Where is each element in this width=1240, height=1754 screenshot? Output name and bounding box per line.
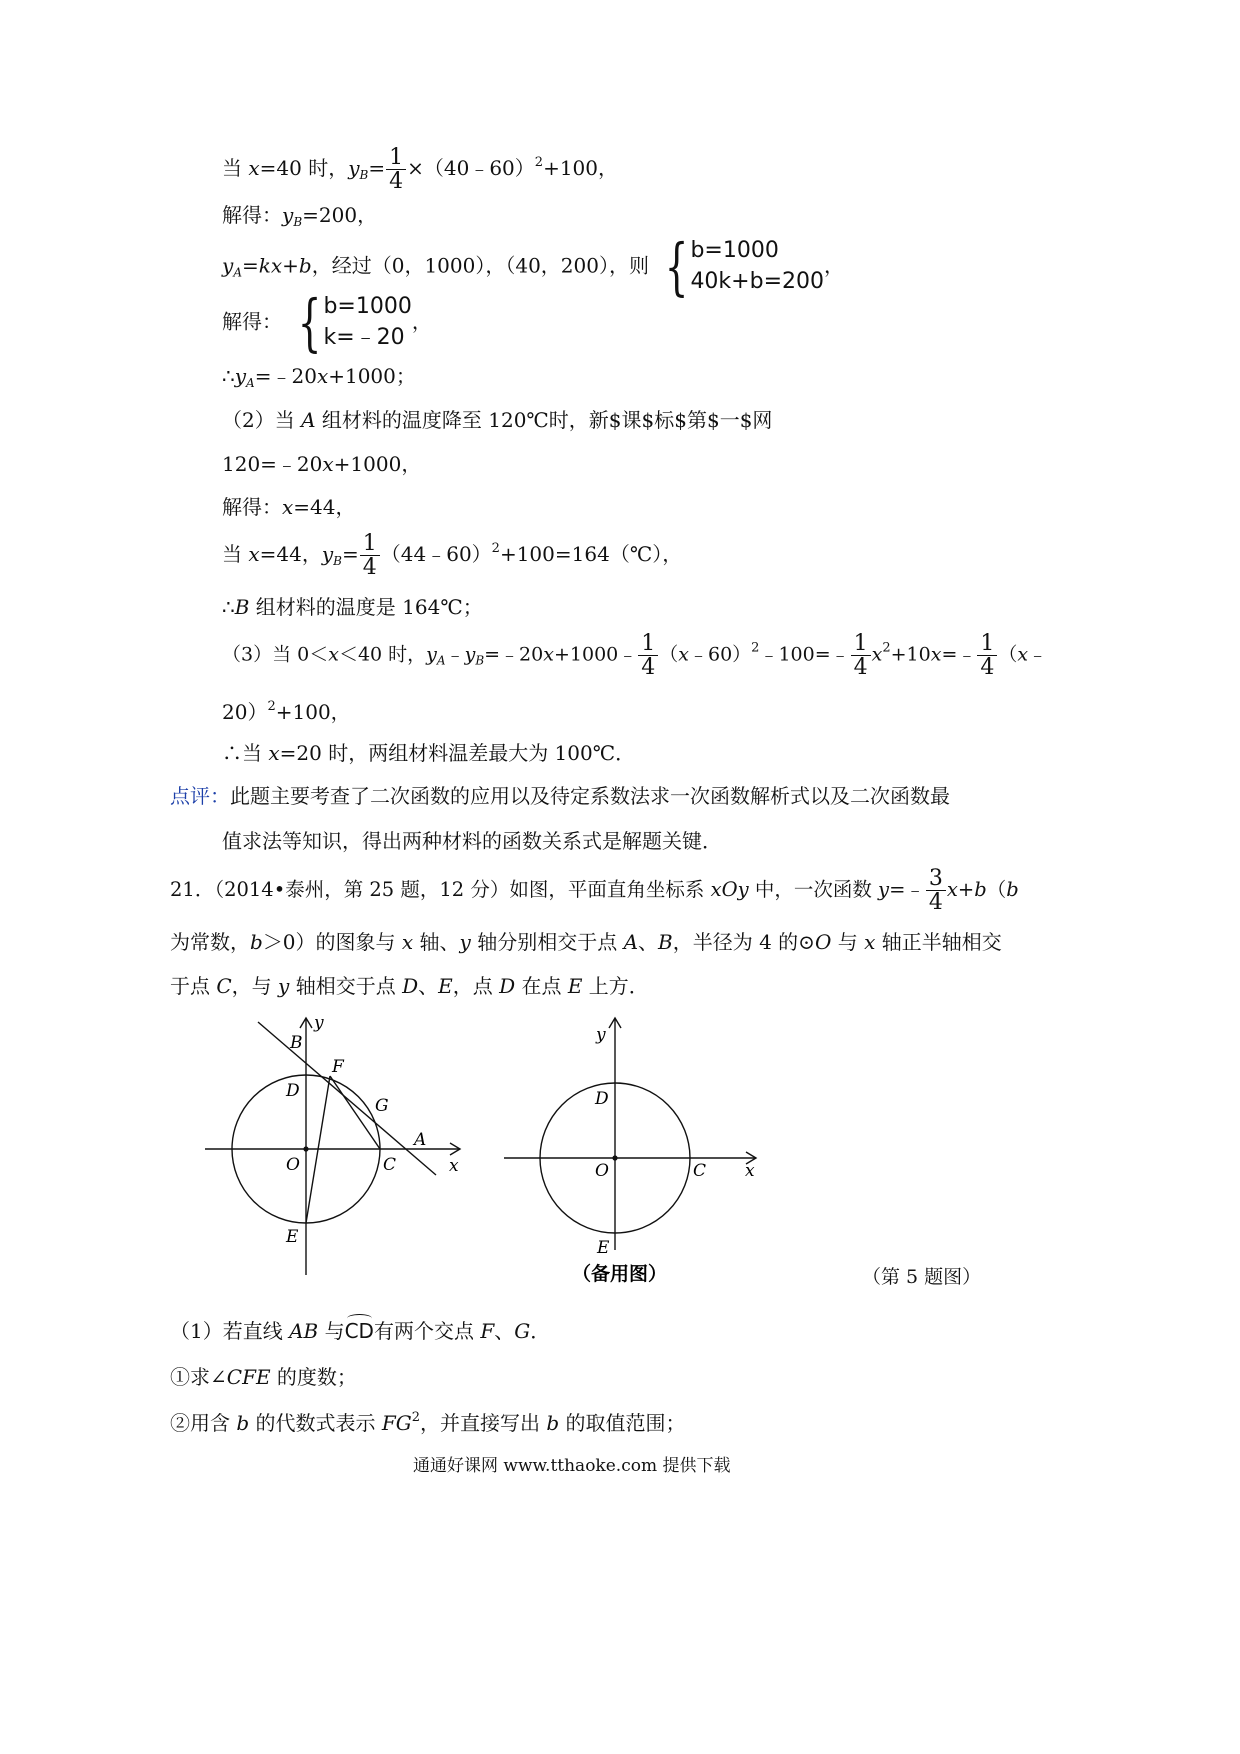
origin-point	[612, 1155, 617, 1160]
figure-caption: （第 5 题图）	[862, 1266, 982, 1288]
question-line-3: 于点 C，与 y 轴相交于点 D、E，点 D 在点 E 上方．	[170, 974, 649, 998]
fraction: $\frac{1}{4}$	[638, 632, 658, 679]
solution-line-13: ∴当 x=20 时，两组材料温差最大为 100℃．	[222, 741, 636, 765]
segment-fc	[330, 1076, 380, 1149]
solution-line-6: （2）当 A 组材料的温度降至 120℃时，新$课$标$第$一$网	[222, 408, 773, 432]
label-c: C	[383, 1155, 397, 1175]
label-d: D	[595, 1089, 609, 1109]
arc-cd: CD	[344, 1319, 374, 1343]
left-brace: {	[664, 230, 689, 303]
solution-line-8: 解得：x=44，	[222, 495, 356, 519]
fraction: $\frac{1}{4}$	[360, 532, 380, 579]
solution-line-12: 20）$^2$+100，	[222, 699, 351, 724]
fraction: $\frac{3}{4}$	[926, 867, 946, 914]
solution-line-4: 解得： { b=1000 k=﹣20 ，	[222, 286, 432, 359]
label-y: y	[314, 1013, 324, 1033]
label-x: x	[449, 1156, 459, 1176]
label-g: G	[375, 1096, 389, 1116]
label-a: A	[414, 1130, 427, 1150]
comment-line-1: 点评：此题主要考查了二次函数的应用以及待定系数法求一次函数解析式以及二次函数最	[170, 784, 950, 808]
equation-system: b=1000 40k+b=200	[690, 238, 824, 294]
part-1-sub-1: ①求∠CFE 的度数；	[170, 1365, 357, 1389]
left-brace: {	[297, 286, 322, 359]
label-c: C	[693, 1161, 707, 1181]
question-line-2: 为常数，b＞0）的图象与 x 轴、y 轴分别相交于点 A、B，半径为 4 的⊙O 与 x 轴正半轴相交	[170, 930, 1002, 954]
solution-line-10: ∴B 组材料的温度是 164℃；	[222, 595, 483, 619]
solution-line-5: $\therefore y_A=﹣20x+1000$；	[222, 364, 416, 390]
part-1-sub-2: ②用含 b 的代数式表示 $FG^2$，并直接写出 b 的取值范围；	[170, 1410, 686, 1435]
label-b: B	[290, 1033, 303, 1053]
label-d: D	[286, 1081, 300, 1101]
label-e: E	[286, 1227, 299, 1247]
fraction: $\frac{1}{4}$	[386, 146, 406, 193]
part-1-line: （1）若直线 AB 与CD有两个交点 F、G．	[170, 1319, 551, 1343]
solution-line-7: 120=﹣20x+1000，	[222, 452, 422, 476]
label-o: O	[595, 1161, 609, 1181]
figure-1	[200, 1010, 490, 1280]
label-y: y	[596, 1025, 606, 1045]
fraction: $\frac{1}{4}$	[851, 632, 871, 679]
solution-line-1: 当 x=40 时，$y_B=$ $\frac{1}{4}$ ×（40﹣60）$^2$+100，	[222, 145, 618, 195]
solution-line-9: 当 x=44，$y_B=$ $\frac{1}{4}$ （44﹣60）$^2$+100=164（℃），	[222, 531, 683, 581]
figure-2	[500, 1010, 780, 1300]
equation-system: b=1000 k=﹣20	[323, 294, 412, 350]
fraction: $\frac{1}{4}$	[977, 632, 997, 679]
backup-figure-caption: （备用图）	[572, 1263, 668, 1285]
label-f: F	[332, 1057, 344, 1077]
comment-line-2: 值求法等知识，得出两种材料的函数关系式是解题关键．	[222, 829, 722, 853]
solution-line-2: 解得：$y_B=200$，	[222, 203, 378, 229]
solution-line-3: $y_A=kx+b$，经过（0，1000），（40，200），则 { b=1000 40k+b=200 ，	[222, 230, 844, 303]
origin-point	[303, 1146, 308, 1151]
label-x: x	[745, 1161, 755, 1181]
label-e: E	[597, 1238, 610, 1258]
label-o: O	[286, 1155, 300, 1175]
comment-label: 点评：	[170, 784, 230, 808]
solution-line-11: （3）当 0＜x＜40 时，$y_A﹣y_B=﹣20x+1000﹣$ $\frac{1}{4}$ （x﹣60）$^2$﹣100=﹣ $\frac{1}{4}$ $x^2+10x=﹣$ $\frac{1}{4}$ （x﹣	[222, 631, 1048, 681]
question-line-1: 21．（2014•泰州，第 25 题，12 分）如图，平面直角坐标系 xOy 中，一次函数 y=﹣ $\frac{3}{4}$ x+b（b	[170, 866, 1019, 916]
page-footer: 通通好课网 www.tthaoke.com 提供下载	[413, 1456, 731, 1476]
line-ab	[258, 1022, 436, 1175]
